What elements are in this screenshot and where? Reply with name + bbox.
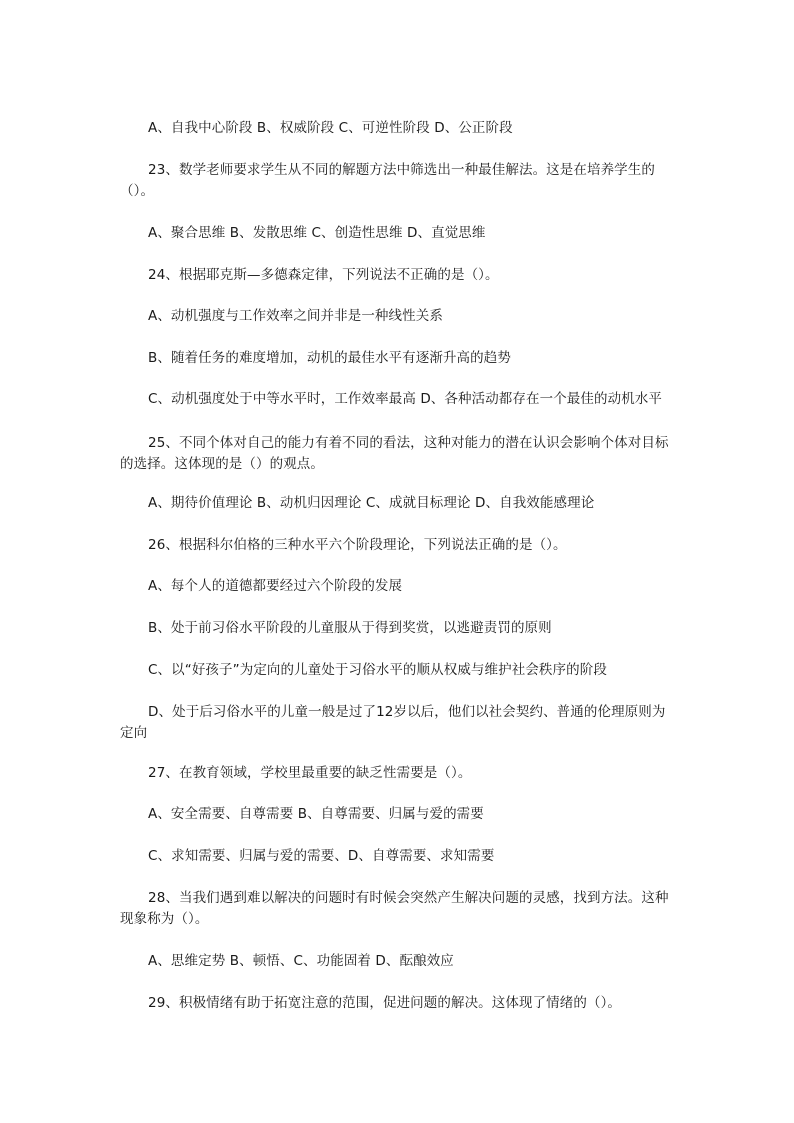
question-26-option-b: B、处于前习俗水平阶段的儿童服从于得到奖赏，以逃避责罚的原则 bbox=[148, 620, 552, 636]
question-25-options: A、期待价值理论 B、动机归因理论 C、成就目标理论 D、自我效能感理论 bbox=[148, 495, 595, 511]
question-26-option-c: C、以“好孩子”为定向的儿童处于习俗水平的顺从权威与维护社会秩序的阶段 bbox=[148, 662, 607, 678]
question-24: 24、根据耶克斯—多德森定律，下列说法不正确的是（）。 bbox=[148, 267, 499, 283]
question-28-options: A、思维定势 B、顿悟、C、功能固着 D、酝酿效应 bbox=[148, 953, 454, 969]
question-27-options-ab: A、安全需要、自尊需要 B、自尊需要、归属与爱的需要 bbox=[148, 806, 484, 822]
question-24-option-a: A、动机强度与工作效率之间并非是一种线性关系 bbox=[148, 308, 443, 324]
question-23: 23、数学老师要求学生从不同的解题方法中筛选出一种最佳解法。这是在培养学生的（）。 bbox=[120, 162, 655, 199]
question-29: 29、积极情绪有助于拓宽注意的范围，促进问题的解决。这体现了情绪的（）。 bbox=[148, 995, 622, 1011]
question-24-options-cd: C、动机强度处于中等水平时，工作效率最高 D、各种活动都存在一个最佳的动机水平 bbox=[148, 391, 663, 407]
question-24-option-b: B、随着任务的难度增加，动机的最佳水平有逐渐升高的趋势 bbox=[148, 350, 511, 366]
question-27: 27、在教育领域，学校里最重要的缺乏性需要是（）。 bbox=[148, 765, 472, 781]
question-26-option-a: A、每个人的道德都要经过六个阶段的发展 bbox=[148, 578, 403, 594]
question-23-options: A、聚合思维 B、发散思维 C、创造性思维 D、直觉思维 bbox=[148, 225, 486, 241]
question-22-options: A、自我中心阶段 B、权威阶段 C、可逆性阶段 D、公正阶段 bbox=[148, 120, 513, 136]
question-27-options-cd: C、求知需要、归属与爱的需要、D、自尊需要、求知需要 bbox=[148, 848, 495, 864]
question-26-option-d: D、处于后习俗水平的儿童一般是过了12岁以后，他们以社会契约、普通的伦理原则为定向 bbox=[120, 704, 666, 741]
question-26: 26、根据科尔伯格的三种水平六个阶段理论，下列说法正确的是（）。 bbox=[148, 537, 567, 553]
question-28: 28、当我们遇到难以解决的问题时有时候会突然产生解决问题的灵感，找到方法。这种现象称为（）。 bbox=[120, 890, 669, 927]
question-25: 25、不同个体对自己的能力有着不同的看法，这种对能力的潜在认识会影响个体对目标的选择。这体现的是（）的观点。 bbox=[120, 435, 669, 472]
